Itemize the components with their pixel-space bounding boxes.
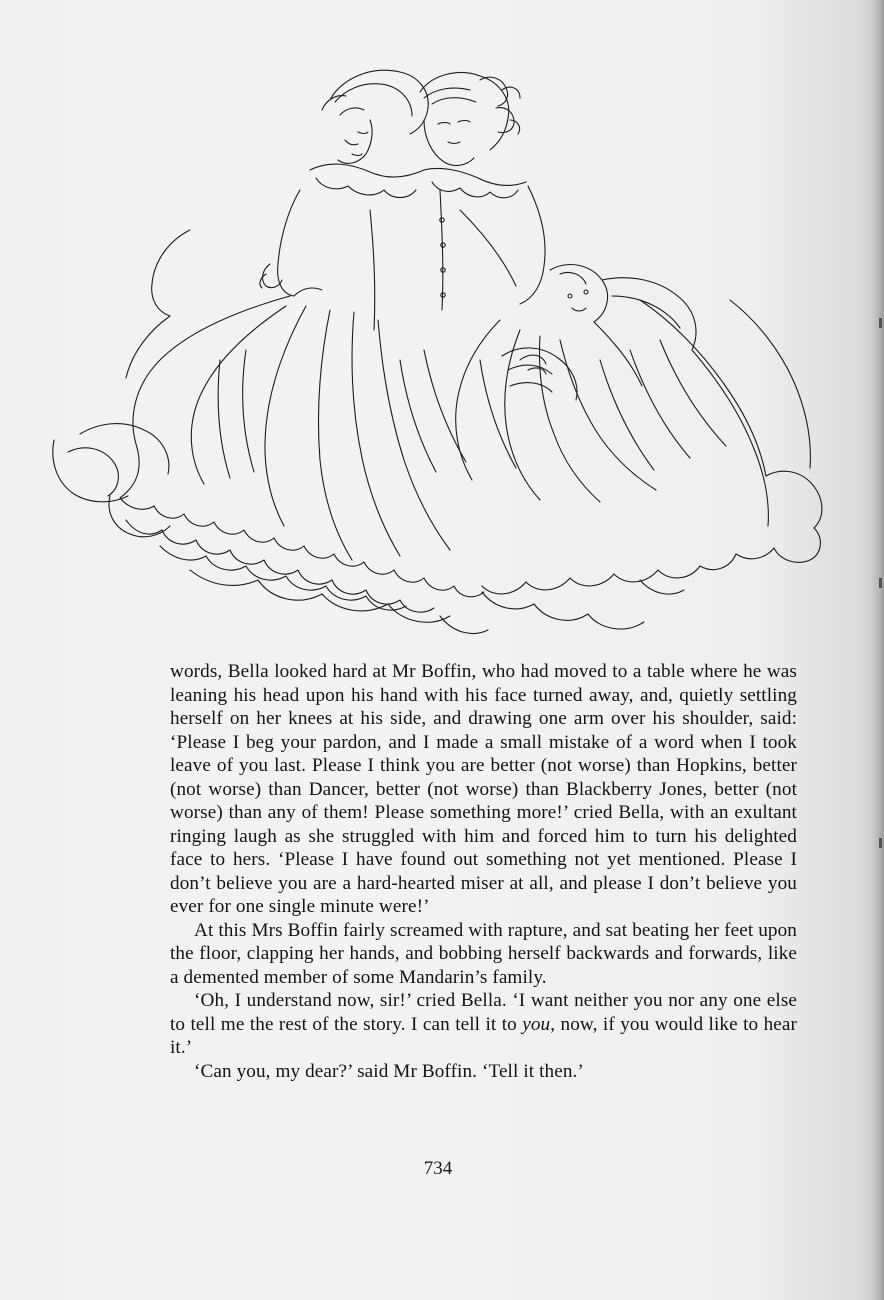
- edge-mark: [879, 318, 882, 328]
- body-text: [170, 660, 797, 1083]
- paragraph-1-text: words, Bella looked hard at Mr Boffin, who had moved to a table where he was leaning his head upon his hand with his face turned away, and, quietly settling herself on her knees at his side, and drawing one arm over his shoulder, said: ‘Please I beg your pardon, and I made a small mistake of a word when I took leave of you last. Please I think you are better (not worse) than Hopkins, better (not worse) than Dancer, better (not worse) than Blackberry Jones, better (not worse) than any of them! Please something more!’ cried Bella, with an exultant ringing laugh as she struggled with him and forced him to turn his delighted face to hers. ‘Please I have found out something not yet mentioned. Please I don’t believe you are a hard-hearted miser at all, and please I don’t believe you ever for one single minute were!’: [170, 661, 797, 917]
- paragraph-3: [170, 989, 797, 1060]
- paragraph-1: [170, 660, 797, 919]
- paragraph-2-text: At this Mrs Boffin fairly screamed with rapture, and sat beating her feet upon the floor, clapping her hands, and bobbing herself backwards and forwards, like a demented member of some Mandarin’s family.: [170, 919, 797, 988]
- page-gutter-shadow: [870, 0, 884, 1300]
- paragraph-4-text: ‘Can you, my dear?’ said Mr Boffin. ‘Tell it then.’: [194, 1060, 584, 1082]
- paragraph-2: [170, 919, 797, 990]
- edge-mark: [879, 578, 882, 588]
- page-number: 734: [423, 1158, 453, 1179]
- paragraph-3-italic-word: you: [522, 1013, 551, 1035]
- pen-drawing-two-women-with-baby-icon: [40, 60, 840, 650]
- edge-mark: [879, 838, 882, 848]
- paragraph-4: [170, 1060, 797, 1084]
- line-illustration: [40, 60, 840, 650]
- paragraph-3-text-end: , now, if you would like to hear it.’: [170, 1013, 797, 1058]
- paragraph-3-text-start: ‘Oh, I understand now, sir!’ cried Bella. ‘I want neither you nor any one else to tell me the rest of the story. I can tell it to: [170, 990, 797, 1035]
